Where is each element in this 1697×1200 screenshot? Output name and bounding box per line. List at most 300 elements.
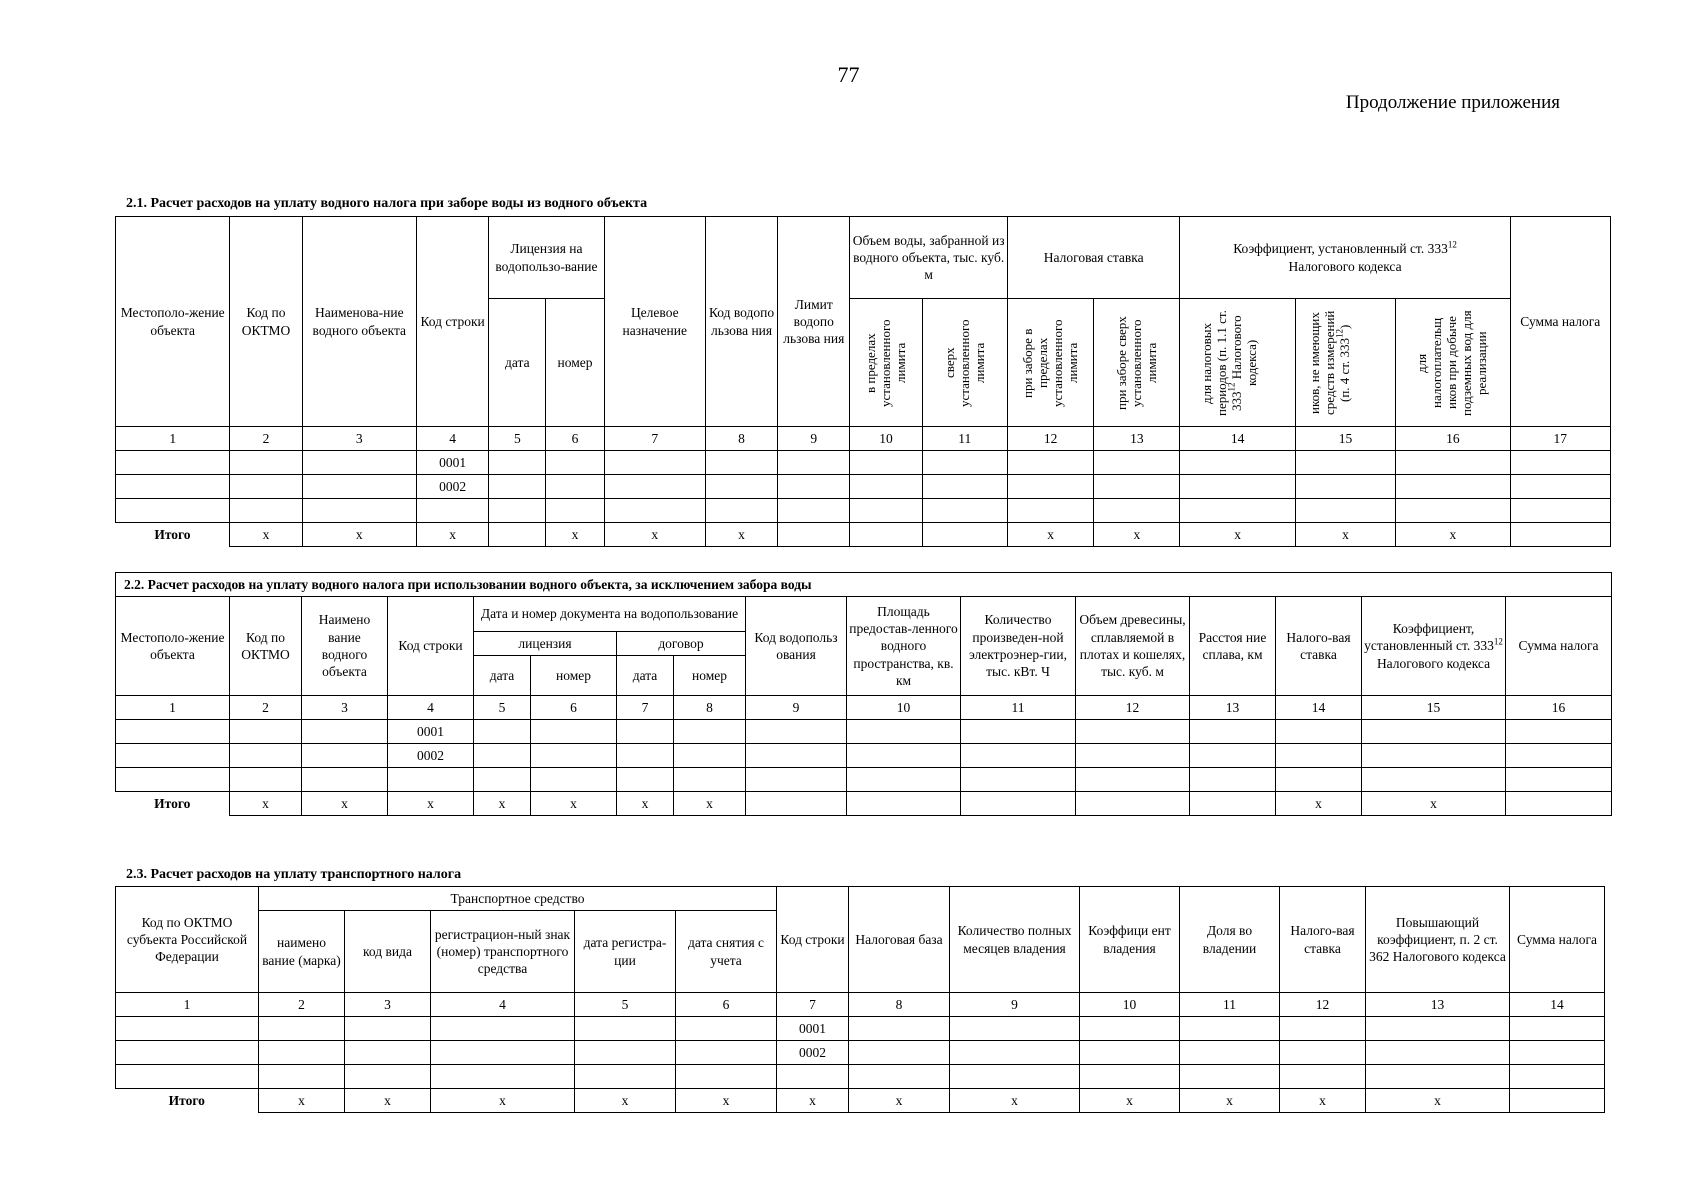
total-cell[interactable] [489, 523, 546, 547]
data-cell[interactable] [345, 1017, 431, 1041]
column-number: 3 [302, 427, 416, 451]
data-cell[interactable] [604, 451, 705, 475]
data-cell[interactable] [676, 1065, 777, 1089]
data-cell[interactable] [259, 1017, 345, 1041]
not-applicable-mark: x [1366, 1089, 1510, 1113]
not-applicable-mark: x [546, 523, 604, 547]
column-number: 17 [1510, 427, 1610, 451]
column-number: 2 [230, 427, 302, 451]
total-cell[interactable] [778, 523, 850, 547]
data-cell[interactable] [746, 768, 847, 792]
data-cell[interactable] [847, 744, 961, 768]
section-2-2-title: 2.2. Расчет расходов на уплату водного налога при использовании водного объекта, за исключением забора воды [116, 573, 1612, 597]
column-number: 10 [850, 427, 922, 451]
column-number: 14 [1276, 696, 1362, 720]
total-cell[interactable] [1506, 792, 1612, 816]
data-cell[interactable] [950, 1017, 1080, 1041]
data-cell[interactable] [1276, 768, 1362, 792]
column-number: 1 [116, 696, 230, 720]
data-cell[interactable] [1180, 475, 1295, 499]
col-reg-number: регистрацион-ный знак (номер) транспортного средства [431, 911, 575, 993]
data-cell[interactable] [230, 451, 302, 475]
col-license-number: номер [531, 656, 617, 696]
data-cell[interactable] [116, 720, 230, 744]
total-label: Итого [116, 792, 230, 816]
data-cell[interactable] [1280, 1065, 1366, 1089]
column-number: 13 [1094, 427, 1180, 451]
not-applicable-mark: x [674, 792, 746, 816]
col-location: Местополо-жение объекта [116, 597, 230, 696]
data-cell[interactable] [1366, 1065, 1510, 1089]
col-license-number: номер [546, 299, 604, 427]
data-cell[interactable] [1510, 1017, 1605, 1041]
column-number: 12 [1076, 696, 1190, 720]
data-cell[interactable] [1094, 475, 1180, 499]
data-cell[interactable] [474, 744, 531, 768]
data-cell[interactable] [674, 768, 746, 792]
data-cell[interactable] [531, 744, 617, 768]
data-cell[interactable] [676, 1041, 777, 1065]
total-row [116, 792, 1612, 816]
data-cell[interactable] [259, 1041, 345, 1065]
data-cell[interactable] [531, 720, 617, 744]
data-cell[interactable] [1076, 720, 1190, 744]
data-cell[interactable] [922, 451, 1007, 475]
column-number: 9 [746, 696, 847, 720]
col-region-oktmo: Код по ОКТМО субъекта Российской Федерации [116, 887, 259, 993]
col-water-volume: Объем воды, забранной из водного объекта, тыс. куб. м [850, 217, 1008, 299]
not-applicable-mark: x [302, 523, 416, 547]
table-row [116, 1017, 1605, 1041]
column-number: 4 [388, 696, 474, 720]
data-cell[interactable] [1076, 744, 1190, 768]
column-number: 14 [1180, 427, 1295, 451]
total-cell[interactable] [746, 792, 847, 816]
col-energy: Количество произведен-ной электроэнер-гии, тыс. кВт. Ч [961, 597, 1076, 696]
column-number: 10 [1080, 993, 1180, 1017]
column-number: 10 [847, 696, 961, 720]
data-cell[interactable] [116, 1041, 259, 1065]
not-applicable-mark: x [345, 1089, 431, 1113]
data-cell[interactable] [617, 768, 674, 792]
data-cell[interactable] [1510, 1041, 1605, 1065]
total-label: Итого [116, 1089, 259, 1113]
col-tax-base: Налоговая база [849, 887, 950, 993]
table-row [116, 768, 1612, 792]
col-coefficient: Коэффициент, установленный ст. $333^{12}$ Налогового кодекса [1362, 597, 1506, 696]
data-cell[interactable] [705, 499, 777, 523]
col-ownership-coef: Коэффици ент владения [1080, 887, 1180, 993]
data-cell[interactable] [489, 499, 546, 523]
col-coef-no-meters: иков, не имеющих средств измерений (п. 4 ст. $333^{12}$) [1295, 299, 1395, 427]
data-cell[interactable] [1295, 499, 1395, 523]
table-row [116, 499, 1611, 523]
col-tax-sum: Сумма налога [1510, 887, 1605, 993]
data-cell[interactable] [259, 1065, 345, 1089]
data-cell[interactable] [1190, 720, 1276, 744]
column-number: 4 [431, 993, 575, 1017]
data-cell[interactable] [1396, 475, 1510, 499]
data-cell[interactable] [1276, 720, 1362, 744]
col-use-code: Код водопо льзова ния [705, 217, 777, 427]
table-row [116, 744, 1612, 768]
line-code-cell [388, 768, 474, 792]
column-number: 3 [302, 696, 388, 720]
data-cell[interactable] [116, 1017, 259, 1041]
data-cell[interactable] [849, 1017, 950, 1041]
not-applicable-mark: x [777, 1089, 849, 1113]
data-cell[interactable] [230, 720, 302, 744]
data-cell[interactable] [1280, 1041, 1366, 1065]
data-cell[interactable] [1510, 1065, 1605, 1089]
data-cell[interactable] [1510, 475, 1610, 499]
data-cell[interactable] [746, 744, 847, 768]
not-applicable-mark: x [431, 1089, 575, 1113]
line-code-cell [416, 499, 488, 523]
data-cell[interactable] [1506, 720, 1612, 744]
col-vehicle-kind: код вида [345, 911, 431, 993]
data-cell[interactable] [1080, 1041, 1180, 1065]
data-cell[interactable] [1180, 1041, 1280, 1065]
data-cell[interactable] [1076, 768, 1190, 792]
column-number: 8 [674, 696, 746, 720]
col-tax-rate: Налого-вая ставка [1280, 887, 1366, 993]
data-cell[interactable] [746, 720, 847, 744]
col-contract: договор [617, 632, 746, 656]
data-cell[interactable] [431, 1065, 575, 1089]
data-cell[interactable] [1506, 768, 1612, 792]
data-cell[interactable] [546, 451, 604, 475]
not-applicable-mark: x [1080, 1089, 1180, 1113]
data-cell[interactable] [1396, 499, 1510, 523]
table-row [116, 1041, 1605, 1065]
col-volume-over-limit: сверх установленного лимита [922, 299, 1007, 427]
data-cell[interactable] [116, 451, 230, 475]
col-license: лицензия [474, 632, 617, 656]
column-number: 8 [705, 427, 777, 451]
not-applicable-mark: x [416, 523, 488, 547]
line-code-cell: 0001 [777, 1017, 849, 1041]
not-applicable-mark: x [302, 792, 388, 816]
column-number: 16 [1506, 696, 1612, 720]
total-cell[interactable] [1510, 1089, 1605, 1113]
data-cell[interactable] [1007, 475, 1093, 499]
data-cell[interactable] [778, 499, 850, 523]
data-cell[interactable] [116, 499, 230, 523]
column-number: 14 [1510, 993, 1605, 1017]
data-cell[interactable] [345, 1041, 431, 1065]
data-cell[interactable] [302, 720, 388, 744]
data-cell[interactable] [1276, 744, 1362, 768]
data-cell[interactable] [1295, 475, 1395, 499]
not-applicable-mark: x [1362, 792, 1506, 816]
col-dereg-date: дата снятия с учета [676, 911, 777, 993]
data-cell[interactable] [850, 451, 922, 475]
data-cell[interactable] [1190, 768, 1276, 792]
total-label: Итого [116, 523, 230, 547]
data-cell[interactable] [604, 499, 705, 523]
col-purpose: Целевое назначение [604, 217, 705, 427]
column-number: 6 [676, 993, 777, 1017]
data-cell[interactable] [1396, 451, 1510, 475]
data-cell[interactable] [674, 744, 746, 768]
data-cell[interactable] [1366, 1017, 1510, 1041]
not-applicable-mark: x [1276, 792, 1362, 816]
col-rate-within-limit: при заборе в пределах установленного лимита [1007, 299, 1093, 427]
data-cell[interactable] [950, 1065, 1080, 1089]
col-vehicle: Транспортное средство [259, 887, 777, 911]
data-cell[interactable] [961, 768, 1076, 792]
not-applicable-mark: x [1094, 523, 1180, 547]
line-code-cell [777, 1065, 849, 1089]
col-location: Местополо-жение объекта [116, 217, 230, 427]
not-applicable-mark: x [388, 792, 474, 816]
data-cell[interactable] [431, 1041, 575, 1065]
column-number: 7 [604, 427, 705, 451]
not-applicable-mark: x [474, 792, 531, 816]
column-number: 5 [474, 696, 531, 720]
data-cell[interactable] [1080, 1017, 1180, 1041]
data-cell[interactable] [1180, 499, 1295, 523]
not-applicable-mark: x [604, 523, 705, 547]
column-number: 8 [849, 993, 950, 1017]
data-cell[interactable] [531, 768, 617, 792]
column-number: 13 [1190, 696, 1276, 720]
table-row [116, 1065, 1605, 1089]
column-number: 6 [531, 696, 617, 720]
not-applicable-mark: x [1295, 523, 1395, 547]
data-cell[interactable] [847, 720, 961, 744]
not-applicable-mark: x [1396, 523, 1510, 547]
data-cell[interactable] [474, 720, 531, 744]
data-cell[interactable] [230, 768, 302, 792]
data-cell[interactable] [778, 475, 850, 499]
col-vehicle-brand: наимено вание (марка) [259, 911, 345, 993]
data-cell[interactable] [847, 768, 961, 792]
table-row [116, 451, 1611, 475]
data-cell[interactable] [705, 475, 777, 499]
total-cell[interactable] [922, 523, 1007, 547]
data-cell[interactable] [230, 744, 302, 768]
total-cell[interactable] [847, 792, 961, 816]
data-cell[interactable] [922, 499, 1007, 523]
col-tax-sum: Сумма налога [1506, 597, 1612, 696]
data-cell[interactable] [474, 768, 531, 792]
data-cell[interactable] [849, 1065, 950, 1089]
data-cell[interactable] [489, 451, 546, 475]
col-contract-number: номер [674, 656, 746, 696]
total-cell[interactable] [961, 792, 1076, 816]
data-cell[interactable] [849, 1041, 950, 1065]
column-number: 3 [345, 993, 431, 1017]
column-number: 13 [1366, 993, 1510, 1017]
col-ownership-share: Доля во владении [1180, 887, 1280, 993]
column-number: 12 [1007, 427, 1093, 451]
section-2-1-title: 2.1. Расчет расходов на уплату водного налога при заборе воды из водного объекта [126, 196, 648, 211]
data-cell[interactable] [116, 475, 230, 499]
data-cell[interactable] [1510, 451, 1610, 475]
column-number: 11 [961, 696, 1076, 720]
data-cell[interactable] [575, 1017, 676, 1041]
data-cell[interactable] [922, 475, 1007, 499]
data-cell[interactable] [676, 1017, 777, 1041]
not-applicable-mark: x [1180, 523, 1295, 547]
data-cell[interactable] [1506, 744, 1612, 768]
total-cell[interactable] [850, 523, 922, 547]
data-cell[interactable] [230, 499, 302, 523]
data-cell[interactable] [778, 451, 850, 475]
column-number: 15 [1362, 696, 1506, 720]
data-cell[interactable] [674, 720, 746, 744]
col-oktmo: Код по ОКТМО [230, 597, 302, 696]
data-cell[interactable] [116, 744, 230, 768]
column-number: 12 [1280, 993, 1366, 1017]
data-cell[interactable] [1362, 768, 1506, 792]
data-cell[interactable] [116, 768, 230, 792]
data-cell[interactable] [302, 768, 388, 792]
col-tax-rate: Налоговая ставка [1007, 217, 1180, 299]
col-water-object-name: Наимено вание водного объекта [302, 597, 388, 696]
data-cell[interactable] [705, 451, 777, 475]
data-cell[interactable] [617, 720, 674, 744]
not-applicable-mark: x [849, 1089, 950, 1113]
not-applicable-mark: x [230, 792, 302, 816]
column-number: 11 [1180, 993, 1280, 1017]
column-number: 1 [116, 993, 259, 1017]
total-row [116, 523, 1611, 547]
data-cell[interactable] [961, 720, 1076, 744]
col-use-limit: Лимит водопо льзова ния [778, 217, 850, 427]
data-cell[interactable] [230, 475, 302, 499]
data-cell[interactable] [431, 1017, 575, 1041]
col-reg-date: дата регистра-ции [575, 911, 676, 993]
data-cell[interactable] [1080, 1065, 1180, 1089]
column-number: 7 [777, 993, 849, 1017]
data-cell[interactable] [1180, 451, 1295, 475]
data-cell[interactable] [1094, 451, 1180, 475]
section-2-3-title: 2.3. Расчет расходов на уплату транспортного налога [126, 867, 462, 882]
data-cell[interactable] [1007, 451, 1093, 475]
table-row [116, 720, 1612, 744]
column-number: 7 [617, 696, 674, 720]
data-cell[interactable] [575, 1041, 676, 1065]
data-cell[interactable] [1295, 451, 1395, 475]
column-number: 2 [259, 993, 345, 1017]
page-number: 77 [837, 62, 860, 87]
col-contract-date: дата [617, 656, 674, 696]
table-2-3 [115, 886, 1605, 1113]
total-row [116, 1089, 1605, 1113]
column-number: 6 [546, 427, 604, 451]
table-row [116, 475, 1611, 499]
col-months: Количество полных месяцев владения [950, 887, 1080, 993]
data-cell[interactable] [546, 475, 604, 499]
col-wood-volume: Объем древесины, сплавляемой в плотах и кошелях, тыс. куб. м [1076, 597, 1190, 696]
data-cell[interactable] [1180, 1065, 1280, 1089]
col-document: Дата и номер документа на водопользование [474, 597, 746, 632]
data-cell[interactable] [575, 1065, 676, 1089]
col-line-code: Код строки [416, 217, 488, 427]
line-code-cell: 0002 [388, 744, 474, 768]
not-applicable-mark: x [1007, 523, 1093, 547]
col-rafting-distance: Расстоя ние сплава, км [1190, 597, 1276, 696]
data-cell[interactable] [1094, 499, 1180, 523]
line-code-cell: 0001 [388, 720, 474, 744]
total-cell[interactable] [1190, 792, 1276, 816]
not-applicable-mark: x [676, 1089, 777, 1113]
data-cell[interactable] [1190, 744, 1276, 768]
data-cell[interactable] [1280, 1017, 1366, 1041]
not-applicable-mark: x [531, 792, 617, 816]
not-applicable-mark: x [1280, 1089, 1366, 1113]
data-cell[interactable] [604, 475, 705, 499]
not-applicable-mark: x [230, 523, 302, 547]
data-cell[interactable] [850, 499, 922, 523]
data-cell[interactable] [302, 451, 416, 475]
data-cell[interactable] [345, 1065, 431, 1089]
data-cell[interactable] [489, 475, 546, 499]
col-line-code: Код строки [388, 597, 474, 696]
data-cell[interactable] [1180, 1017, 1280, 1041]
col-water-object-name: Наименова-ние водного объекта [302, 217, 416, 427]
col-coefficient: Коэффициент, установленный ст. $333^{12}$ Налогового кодекса [1180, 217, 1510, 299]
data-cell[interactable] [950, 1041, 1080, 1065]
data-cell[interactable] [1366, 1041, 1510, 1065]
table-2-1 [115, 216, 1611, 547]
col-increase-coef: Повышающий коэффициент, п. 2 ст. 362 Налогового кодекса [1366, 887, 1510, 993]
total-cell[interactable] [1076, 792, 1190, 816]
data-cell[interactable] [302, 744, 388, 768]
data-cell[interactable] [546, 499, 604, 523]
data-cell[interactable] [302, 475, 416, 499]
line-code-cell: 0002 [777, 1041, 849, 1065]
column-number: 16 [1396, 427, 1510, 451]
data-cell[interactable] [1362, 744, 1506, 768]
column-number: 1 [116, 427, 230, 451]
col-use-code: Код водопольз ования [746, 597, 847, 696]
column-number: 9 [950, 993, 1080, 1017]
not-applicable-mark: x [617, 792, 674, 816]
column-number: 11 [922, 427, 1007, 451]
total-cell[interactable] [1510, 523, 1610, 547]
table-2-2 [115, 572, 1612, 816]
col-tax-sum: Сумма налога [1510, 217, 1610, 427]
data-cell[interactable] [961, 744, 1076, 768]
data-cell[interactable] [1510, 499, 1610, 523]
column-number: 5 [489, 427, 546, 451]
column-number: 2 [230, 696, 302, 720]
not-applicable-mark: x [950, 1089, 1080, 1113]
col-line-code: Код строки [777, 887, 849, 993]
data-cell[interactable] [116, 1065, 259, 1089]
data-cell[interactable] [302, 499, 416, 523]
data-cell[interactable] [1007, 499, 1093, 523]
column-number: 9 [778, 427, 850, 451]
column-number: 5 [575, 993, 676, 1017]
data-cell[interactable] [850, 475, 922, 499]
col-tax-rate: Налого-вая ставка [1276, 597, 1362, 696]
column-number: 4 [416, 427, 488, 451]
col-area: Площадь предостав-ленного водного пространства, кв. км [847, 597, 961, 696]
data-cell[interactable] [1362, 720, 1506, 744]
col-oktmo: Код по ОКТМО [230, 217, 302, 427]
col-license-date: дата [489, 299, 546, 427]
not-applicable-mark: x [1180, 1089, 1280, 1113]
column-number: 15 [1295, 427, 1395, 451]
col-coef-groundwater: для налогоплательщ иков при добыче подземных вод для реализации [1396, 299, 1510, 427]
not-applicable-mark: x [705, 523, 777, 547]
data-cell[interactable] [617, 744, 674, 768]
